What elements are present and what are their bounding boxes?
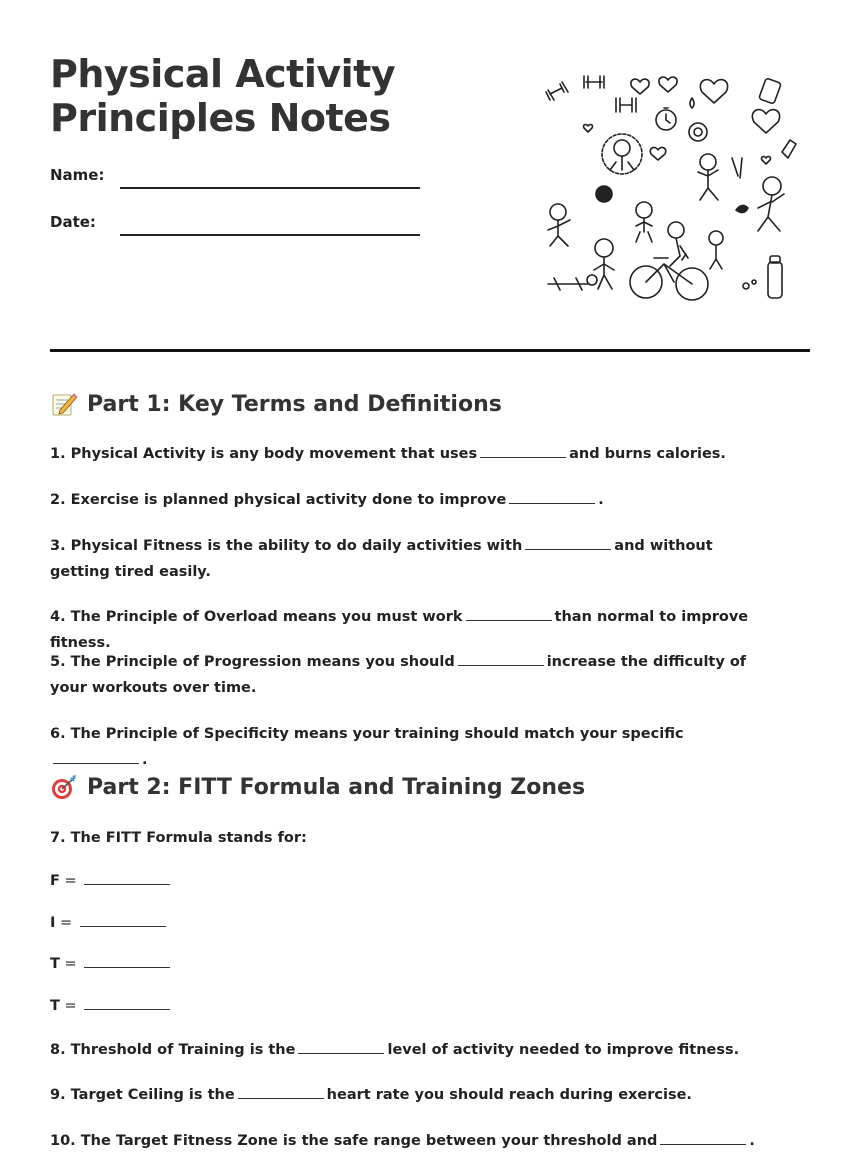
question-9-text-end: heart rate you should reach during exercise.: [326, 1087, 692, 1103]
date-line[interactable]: [120, 234, 420, 236]
fitt-row-frequency: [50, 870, 173, 889]
fitt-equals: =: [55, 915, 77, 931]
fitt-equals: =: [59, 873, 82, 889]
question-2-text: 2. Exercise is planned physical activity done to improve: [50, 492, 507, 508]
fitt-row-intensity: [50, 912, 169, 931]
question-9: [50, 1082, 775, 1108]
memo-pencil-icon: [50, 390, 78, 418]
answer-blank[interactable]: [84, 870, 170, 885]
section-divider: [50, 349, 810, 352]
fitt-equals: =: [59, 956, 82, 972]
question-9-text: 9. Target Ceiling is the: [50, 1087, 235, 1103]
question-1-text: 1. Physical Activity is any body movement that uses: [50, 446, 478, 462]
question-2-text-end: .: [598, 492, 604, 508]
answer-blank[interactable]: [480, 443, 566, 458]
name-label: Name:: [50, 166, 105, 184]
question-3-text: 3. Physical Fitness is the ability to do daily activities with: [50, 538, 523, 554]
answer-blank[interactable]: [525, 535, 611, 550]
title-line-2: Principles Notes: [50, 96, 391, 140]
question-4-text-end: than normal to improve fitness.: [50, 609, 749, 651]
question-3-text-end: and without getting tired easily.: [50, 538, 713, 580]
fitt-letter: I: [50, 915, 56, 931]
fitt-row-type: [50, 995, 173, 1014]
question-8-text-end: level of activity needed to improve fitness.: [387, 1042, 740, 1058]
part1-heading-text: Part 1: Key Terms and Definitions: [87, 391, 502, 417]
answer-blank[interactable]: [509, 489, 595, 504]
part1-heading: [50, 390, 502, 418]
answer-blank[interactable]: [80, 912, 166, 927]
question-10-text: 10. The Target Fitness Zone is the safe range between your threshold and: [50, 1133, 658, 1149]
question-5-text: 5. The Principle of Progression means you should: [50, 654, 455, 670]
question-8-text: 8. Threshold of Training is the: [50, 1042, 296, 1058]
question-7-text: 7. The FITT Formula stands for:: [50, 830, 307, 846]
question-2: [50, 487, 775, 513]
fitt-letter: F: [50, 873, 60, 889]
answer-blank[interactable]: [84, 995, 170, 1010]
fitt-letter: T: [50, 956, 60, 972]
question-3: [50, 533, 775, 585]
question-6-text-end: .: [142, 752, 148, 768]
fitt-row-time: [50, 953, 173, 972]
question-10-text-end: .: [749, 1133, 755, 1149]
answer-blank[interactable]: [660, 1130, 746, 1145]
question-6-text: 6. The Principle of Specificity means your training should match your specific: [50, 726, 684, 742]
question-10: [50, 1128, 775, 1154]
question-5: [50, 649, 775, 701]
answer-blank[interactable]: [238, 1084, 324, 1099]
answer-blank[interactable]: [458, 651, 544, 666]
question-6: [50, 721, 775, 773]
part2-heading: [50, 773, 585, 801]
answer-blank[interactable]: [53, 749, 139, 764]
question-1: [50, 441, 775, 467]
question-5-text-end: increase the difficulty of your workouts over time.: [50, 654, 747, 696]
fitt-letter: T: [50, 998, 60, 1014]
part2-heading-text: Part 2: FITT Formula and Training Zones: [87, 774, 586, 800]
question-1-text-end: and burns calories.: [569, 446, 726, 462]
fitt-equals: =: [59, 998, 82, 1014]
question-4-text: 4. The Principle of Overload means you must work: [50, 609, 463, 625]
answer-blank[interactable]: [84, 953, 170, 968]
question-7: [50, 825, 775, 851]
bullseye-dart-icon: [50, 773, 78, 801]
date-label: Date:: [50, 213, 96, 231]
kids-exercise-doodle-icon: [536, 62, 808, 306]
title-line-1: Physical Activity: [50, 52, 396, 96]
answer-blank[interactable]: [298, 1039, 384, 1054]
page-title: [50, 52, 480, 140]
answer-blank[interactable]: [466, 606, 552, 621]
question-8: [50, 1037, 775, 1063]
name-line[interactable]: [120, 187, 420, 189]
